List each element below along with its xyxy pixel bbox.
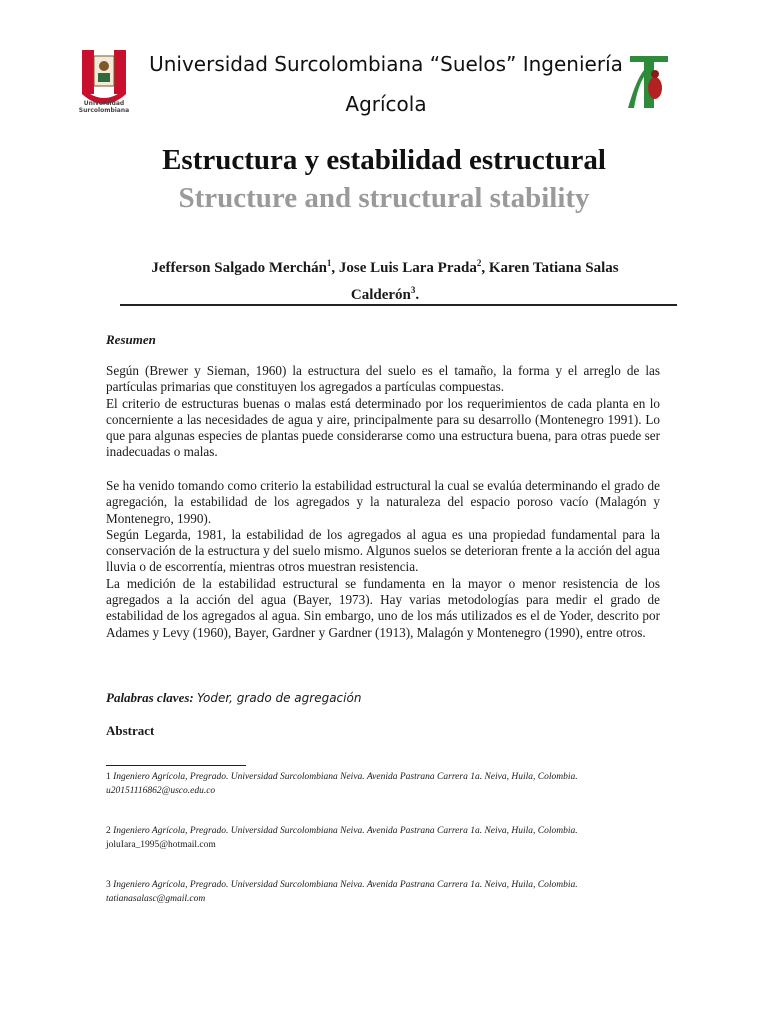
- footnote-2: [106, 824, 666, 852]
- author-2: Jose Luis Lara Prada: [338, 260, 477, 276]
- footnote-3-number: 3: [106, 880, 111, 890]
- footnote-1-affiliation: Ingeniero Agrícola, Pregrado. Universidad Surcolombiana Neiva. Avenida Pastrana Carrera 1a. Neiva, Huila, Colombia.: [113, 772, 578, 782]
- logo-caption-line-2: Surcolombiana: [78, 107, 130, 114]
- keywords-value: Yoder, grado de agregación: [196, 691, 362, 705]
- footnote-divider: [106, 765, 246, 766]
- footnote-3-affiliation: Ingeniero Agrícola, Pregrado. Universidad Surcolombiana Neiva. Avenida Pastrana Carrera 1a. Neiva, Huila, Colombia.: [113, 880, 578, 890]
- footnote-1: [106, 770, 666, 798]
- footnote-2-number: 2: [106, 826, 111, 836]
- paper-subtitle: Structure and structural stability: [178, 182, 590, 214]
- keywords-line: [106, 690, 361, 706]
- paper-title: Estructura y estabilidad estructural: [162, 144, 606, 176]
- author-1-affil: 1: [326, 258, 332, 268]
- resumen-paragraph-2: El criterio de estructuras buenas o malas está determinado por los requerimientos de cada planta en lo concerniente a las necesidades de agua y aire, principalmente para su desarrollo (Montenegro 1991). Lo que para algunas especies de plantas puede considerarse como una estructura buena, para otras puede ser inadecuadas o malas.: [106, 395, 660, 460]
- author-2-affil: 2: [476, 258, 482, 268]
- resumen-block-1: [106, 363, 660, 461]
- footnote-2-affiliation: Ingeniero Agrícola, Pregrado. Universidad Surcolombiana Neiva. Avenida Pastrana Carrera 1a. Neiva, Huila, Colombia.: [113, 826, 578, 836]
- title-divider: [120, 304, 677, 306]
- resumen-block-2: [106, 478, 660, 641]
- author-1: Jefferson Salgado Merchán: [151, 260, 327, 276]
- resumen-paragraph-3: Se ha venido tomando como criterio la estabilidad estructural la cual se evalúa determinando el grado de agregación, la estabilidad de los agregados y la naturaleza del espacio poroso vacío (Malagón y Montenegro, 1990).: [106, 478, 660, 526]
- author-list: Jefferson Salgado Merchán$^1$, Jose Luis Lara Prada$^2$, Karen Tatiana Salas Calderón$^3$.: [151, 258, 619, 303]
- keywords-label: Palabras claves:: [106, 690, 194, 705]
- logo-caption-line-1: Universidad: [83, 100, 125, 107]
- institution-header: Universidad Surcolombiana “Suelos” Ingeniería Agrícola: [149, 52, 623, 116]
- footnote-3: [106, 878, 666, 906]
- author-3: Karen Tatiana Salas Calderón: [350, 260, 619, 303]
- footnote-1-email: u20151116862@usco.edu.co: [106, 786, 216, 796]
- footnote-3-email: tatianasalasc@gmail.com: [106, 894, 206, 904]
- footnote-1-number: 1: [106, 772, 111, 782]
- resumen-paragraph-1: Según (Brewer y Sieman, 1960) la estructura del suelo es el tamaño, la forma y el arreglo de las partículas primarias que constituyen los agregados a partículas compuestas.: [106, 363, 660, 395]
- resumen-paragraph-5: La medición de la estabilidad estructural se fundamenta en la mayor o menor resistencia de los agregados a la acción del agua (Bayer, 1973). Hay varias metodologías para medir el grado de estabilidad de los agregados al agua. Sin embargo, uno de los más utilizados es el de Yoder, descrito por Adames y Levy (1960), Bayer, Gardner y Gardner (1913), Malagón y Montenegro (1990), entre otros.: [106, 575, 660, 640]
- abstract-heading: Abstract: [106, 723, 155, 738]
- resumen-heading: Resumen: [106, 332, 156, 347]
- footnote-2-email: joluIara_1995@hotmail.com: [106, 840, 216, 850]
- author-3-affil: 3: [410, 285, 416, 295]
- resumen-paragraph-4: Según Legarda, 1981, la estabilidad de los agregados al agua es una propiedad fundamental para la conservación de la estructura y del suelo mismo. Algunos suelos se deterioran frente a la acción del agua lluvia o de escorrentía, mientras otros muestran resistencia.: [106, 526, 660, 575]
